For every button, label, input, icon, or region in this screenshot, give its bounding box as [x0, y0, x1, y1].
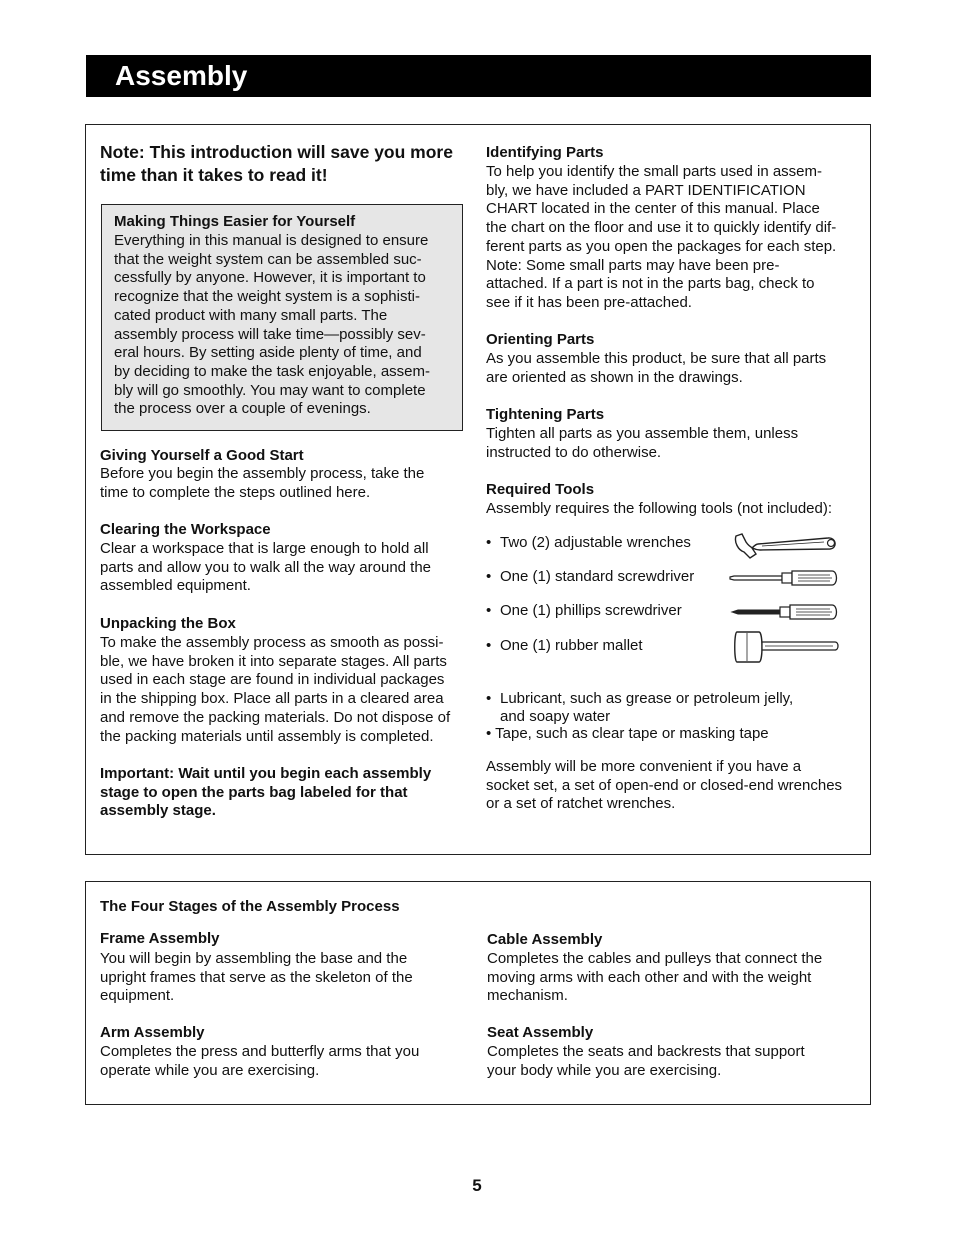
- page-number: 5: [472, 1176, 482, 1195]
- intro-note: Note: This introduction will save you more time than it takes to read it!: [100, 142, 453, 185]
- standard-screwdriver-icon: [728, 568, 840, 588]
- orienting-body: As you assemble this product, be sure that all parts are oriented as shown in the drawings.: [486, 350, 827, 386]
- tool-item: • One (1) phillips screwdriver: [486, 602, 682, 619]
- page-title: Assembly: [115, 60, 248, 91]
- stages-heading: The Four Stages of the Assembly Process: [100, 898, 400, 915]
- tools-heading: Required Tools: [486, 481, 595, 498]
- frame-body: You will begin by assembling the base and the upright frames that serve as the skeleton of the equipment.: [100, 950, 413, 1005]
- orienting-heading: Orienting Parts: [486, 331, 595, 348]
- frame-heading: Frame Assembly: [100, 930, 220, 947]
- identifying-body: To help you identify the small parts used in assem- bly, we have included a PART IDENTIFICATION CHART located in the center of this manual. Place the chart on the floor and use it to quickly identify dif- ferent parts as you open the packages for each step. Note: Some small parts may have been pre- attached. If a part is not in the parts bag, check to see if it has been pre-attached.: [486, 163, 837, 311]
- phillips-screwdriver-icon: [730, 602, 840, 622]
- cable-body: Completes the cables and pulleys that connect the moving arms with each other and with the weight mechanism.: [487, 950, 823, 1005]
- rubber-mallet-icon: [733, 628, 841, 666]
- tools-closing: Assembly will be more convenient if you have a socket set, a set of open-end or closed-end wrenches or a set of ratchet wrenches.: [486, 758, 843, 813]
- workspace-heading: Clearing the Workspace: [100, 521, 271, 538]
- seat-body: Completes the seats and backrests that support your body while you are exercising.: [487, 1043, 805, 1079]
- tightening-heading: Tightening Parts: [486, 406, 605, 423]
- good-start-heading: Giving Yourself a Good Start: [100, 447, 304, 464]
- identifying-heading: Identifying Parts: [486, 144, 604, 161]
- tool-item: • One (1) standard screwdriver: [486, 568, 695, 585]
- unpacking-heading: Unpacking the Box: [100, 615, 236, 632]
- arm-heading: Arm Assembly: [100, 1024, 205, 1041]
- unpacking-body: To make the assembly process as smooth as possi- ble, we have broken it into separate stages. All parts used in each stage are found in individual packages in the shipping box. Place all parts in a cleared area and remove the packing materials. Do not dispose of the packing materials until assembly is completed.: [100, 634, 451, 745]
- tool-item: • Lubricant, such as grease or petroleum jelly, and soapy water: [486, 689, 794, 726]
- tip-heading: Making Things Easier for Yourself: [114, 213, 356, 230]
- tools-intro: Assembly requires the following tools (not included):: [486, 500, 833, 517]
- good-start-body: Before you begin the assembly process, take the time to complete the steps outlined here.: [100, 465, 425, 501]
- workspace-body: Clear a workspace that is large enough to hold all parts and allow you to walk all the way around the assembled equipment.: [100, 540, 432, 595]
- tool-item: • One (1) rubber mallet: [486, 637, 643, 654]
- tool-item: • Two (2) adjustable wrenches: [486, 534, 691, 551]
- header-bar: [86, 55, 871, 97]
- tape-item: • Tape, such as clear tape or masking tape: [486, 725, 769, 742]
- seat-heading: Seat Assembly: [487, 1024, 594, 1041]
- cable-heading: Cable Assembly: [487, 931, 603, 948]
- arm-body: Completes the press and butterfly arms that you operate while you are exercising.: [100, 1043, 420, 1079]
- tightening-body: Tighten all parts as you assemble them, unless instructed to do otherwise.: [486, 425, 799, 461]
- wrench-icon: [732, 528, 840, 560]
- important-note: Important: Wait until you begin each assembly stage to open the parts bag labeled for that assembly stage.: [100, 765, 432, 820]
- tip-body: Everything in this manual is designed to ensure that the weight system can be assembled suc- cessfully by anyone. However, it is important to recognize that the weight system is a sophisti- cated product with many small parts. The assembly process will take time—possibly sev- eral hours. By setting aside plenty of time, and by deciding to make the task enjoyable, assem- bly will go smoothly. You may want to complete the process over a couple of evenings.: [114, 232, 431, 418]
